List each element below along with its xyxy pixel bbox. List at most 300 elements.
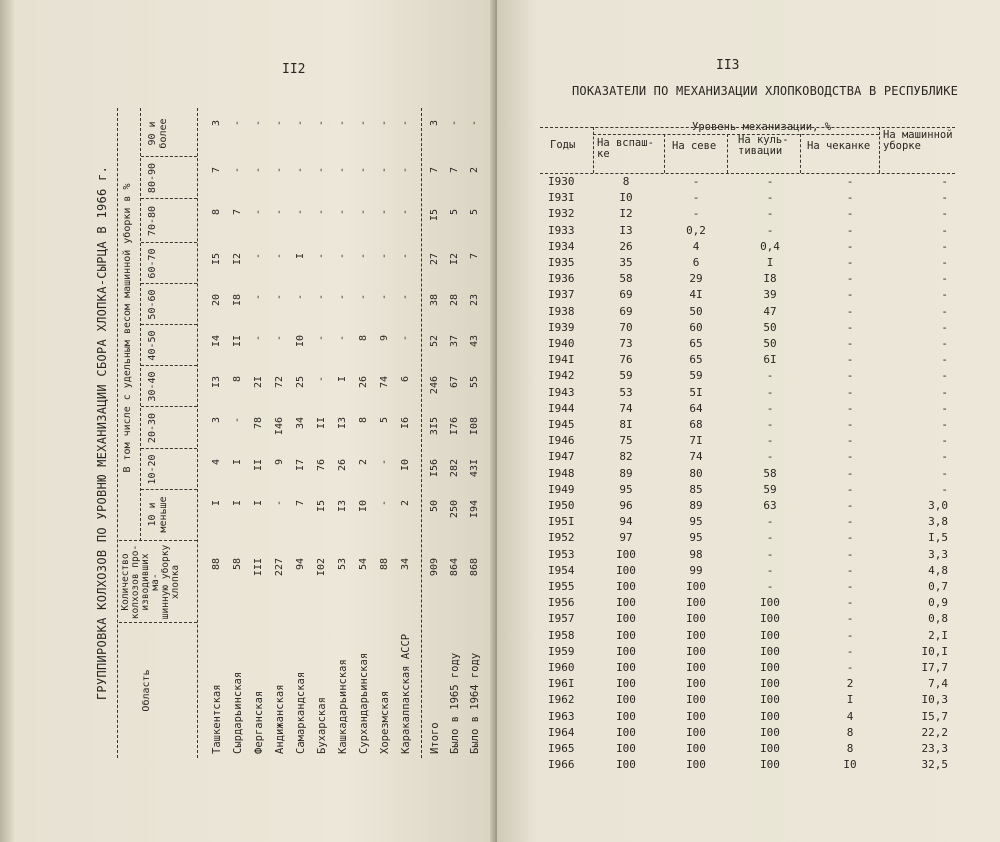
sowing-cell: I00 xyxy=(686,677,706,691)
row-region: Сурхандарьинская xyxy=(358,652,370,754)
row-bin-value: - xyxy=(379,120,390,127)
row-bin-value: I94 xyxy=(469,500,480,519)
row-bin-value: - xyxy=(449,120,460,127)
harvest-cell: - xyxy=(941,256,948,269)
row-bin-value: II xyxy=(232,335,243,348)
harvest-cell: 7,4 xyxy=(928,677,948,691)
plowing-cell: I00 xyxy=(616,644,636,658)
year-cell: I936 xyxy=(548,272,575,286)
cultivation-cell: - xyxy=(766,531,774,545)
row-bin-value: I56 xyxy=(429,459,440,478)
row-bin-value: - xyxy=(253,167,264,174)
row-bin-value: I2 xyxy=(232,253,243,266)
row-count: 88 xyxy=(379,558,390,571)
row-bin-value: - xyxy=(400,294,411,301)
plowing-cell: 82 xyxy=(619,450,633,464)
harvest-cell: - xyxy=(941,466,948,480)
harvest-cell: 2,I xyxy=(928,628,948,642)
topping-cell: - xyxy=(846,450,854,464)
plowing-cell: I00 xyxy=(616,563,636,577)
plowing-cell: I00 xyxy=(616,725,636,739)
plowing-cell: I00 xyxy=(616,661,636,674)
sowing-cell: 6 xyxy=(692,256,700,269)
harvest-cell: 3,3 xyxy=(928,547,948,561)
plowing-cell: 97 xyxy=(619,531,633,545)
year-cell: I93I xyxy=(548,191,575,205)
topping-cell: - xyxy=(846,353,854,367)
cultivation-cell: - xyxy=(766,547,774,561)
plowing-cell: 94 xyxy=(619,515,633,529)
sowing-cell: 4 xyxy=(692,239,700,253)
year-cell: I94I xyxy=(548,353,575,367)
row-bin-value: I5 xyxy=(429,209,440,222)
plowing-cell: I00 xyxy=(616,677,636,691)
topping-cell: 2 xyxy=(846,677,854,691)
row-bin-value: 38 xyxy=(429,294,440,307)
row-bin-value: 7 xyxy=(469,253,480,260)
sowing-cell: I00 xyxy=(686,709,706,723)
cultivation-cell: I8 xyxy=(763,272,777,286)
harvest-cell: - xyxy=(941,272,948,286)
plowing-cell: I00 xyxy=(616,742,636,755)
row-bin-value: I xyxy=(211,500,222,507)
row-count: 864 xyxy=(449,558,460,577)
row-count: 88 xyxy=(211,558,222,571)
cultivation-cell: 58 xyxy=(763,466,777,480)
sowing-cell: 65 xyxy=(689,337,703,350)
cultivation-cell: I00 xyxy=(760,742,780,755)
header-cultivation: На куль- тивации xyxy=(738,134,789,157)
harvest-cell: 0,8 xyxy=(928,612,948,626)
sowing-cell: 60 xyxy=(689,320,703,334)
sowing-cell: 5I xyxy=(689,385,703,399)
row-bin-value: - xyxy=(400,253,411,260)
topping-cell: - xyxy=(846,547,854,561)
row-bin-value: I5 xyxy=(316,500,327,513)
sowing-cell: 98 xyxy=(689,547,703,561)
sowing-cell: 85 xyxy=(689,482,703,496)
sowing-cell: I00 xyxy=(686,758,706,772)
year-cell: I960 xyxy=(548,661,575,674)
row-bin-value: I0 xyxy=(358,500,369,513)
row-bin-value: - xyxy=(232,417,243,424)
row-bin-value: I4 xyxy=(211,335,222,348)
row-bin-value: 43I xyxy=(469,459,480,478)
row-bin-value: II xyxy=(316,417,327,430)
harvest-cell: - xyxy=(941,434,948,448)
row-bin-value: 28 xyxy=(449,294,460,307)
cultivation-cell: I00 xyxy=(760,758,780,772)
year-cell: I95I xyxy=(548,515,575,529)
row-bin-value: - xyxy=(337,209,348,216)
row-region: Хорезмская xyxy=(379,690,391,754)
year-cell: I944 xyxy=(548,401,575,415)
row-bin-value: 23 xyxy=(469,294,480,307)
row-region: Было в 1965 году xyxy=(449,652,461,754)
row-bin-value: - xyxy=(400,167,411,174)
row-bin-value: 2I xyxy=(253,376,264,389)
harvest-cell: - xyxy=(941,401,948,415)
row-bin-value: - xyxy=(358,120,369,127)
harvest-cell: I7,7 xyxy=(921,661,948,674)
row-region: Андижанская xyxy=(274,684,286,754)
cultivation-cell: I00 xyxy=(760,612,780,626)
plowing-cell: 26 xyxy=(619,239,633,253)
cultivation-cell: - xyxy=(766,223,774,237)
harvest-cell: - xyxy=(941,337,948,350)
topping-cell: - xyxy=(846,175,854,188)
header-mechanization: Уровень механизации, % xyxy=(692,121,832,133)
sowing-cell: - xyxy=(692,191,700,205)
row-bin-value: 5 xyxy=(379,417,390,424)
harvest-cell: - xyxy=(941,450,948,464)
header-plowing: На вспаш- ке xyxy=(597,137,654,160)
sowing-cell: - xyxy=(692,175,700,188)
year-cell: I942 xyxy=(548,369,575,383)
row-bin-value: 55 xyxy=(469,376,480,389)
header-bin: 20-30 xyxy=(147,412,158,444)
row-bin-value: - xyxy=(379,167,390,174)
topping-cell: - xyxy=(846,272,854,286)
year-cell: I959 xyxy=(548,644,575,658)
row-bin-value: - xyxy=(274,167,285,174)
row-bin-value: - xyxy=(379,253,390,260)
row-bin-value: - xyxy=(274,500,285,507)
topping-cell: 4 xyxy=(846,709,854,723)
row-bin-value: 282 xyxy=(449,459,460,478)
row-bin-value: 34 xyxy=(295,417,306,430)
harvest-cell: 0,7 xyxy=(928,580,948,593)
row-bin-value: - xyxy=(358,167,369,174)
header-years: Годы xyxy=(550,139,576,151)
row-bin-value: - xyxy=(316,294,327,301)
row-bin-value: - xyxy=(232,120,243,127)
sowing-cell: I00 xyxy=(686,612,706,626)
harvest-cell: - xyxy=(941,207,948,221)
sowing-cell: 95 xyxy=(689,531,703,545)
harvest-cell: 0,9 xyxy=(928,596,948,610)
row-bin-value: - xyxy=(253,253,264,260)
topping-cell: - xyxy=(846,337,854,350)
year-cell: I96I xyxy=(548,677,575,691)
row-bin-value: 8 xyxy=(358,417,369,424)
row-bin-value: I5 xyxy=(211,253,222,266)
cultivation-cell: 50 xyxy=(763,320,777,334)
row-bin-value: 7 xyxy=(295,500,306,507)
topping-cell: - xyxy=(846,482,854,496)
cultivation-cell: - xyxy=(766,385,774,399)
sowing-cell: 59 xyxy=(689,369,703,383)
harvest-cell: I0,I xyxy=(921,644,948,658)
header-count: Количество колхозов про- изводивших ма- шинную уборку хлопка xyxy=(120,544,181,620)
row-bin-value: I xyxy=(232,459,243,466)
sowing-cell: I00 xyxy=(686,580,706,593)
year-cell: I939 xyxy=(548,320,575,334)
cultivation-cell: I00 xyxy=(760,661,780,674)
row-bin-value: 2 xyxy=(400,500,411,507)
topping-cell: - xyxy=(846,191,854,205)
row-bin-value: - xyxy=(400,209,411,216)
row-bin-value: I2 xyxy=(449,253,460,266)
row-count: I02 xyxy=(316,558,327,577)
plowing-cell: 8 xyxy=(622,175,630,188)
row-bin-value: - xyxy=(316,335,327,342)
harvest-cell: 23,3 xyxy=(921,742,948,755)
row-bin-value: - xyxy=(253,335,264,342)
row-region: Итого xyxy=(429,722,441,754)
plowing-cell: 35 xyxy=(619,256,633,269)
harvest-cell: - xyxy=(941,320,948,334)
row-bin-value: I0 xyxy=(400,459,411,472)
plowing-cell: 95 xyxy=(619,482,633,496)
row-bin-value: - xyxy=(316,167,327,174)
row-region: Самаркандская xyxy=(295,671,307,754)
plowing-cell: 73 xyxy=(619,337,633,350)
plowing-cell: 58 xyxy=(619,272,633,286)
right-page-number: II3 xyxy=(716,58,740,73)
row-bin-value: 3 xyxy=(429,120,440,127)
row-bin-value: - xyxy=(274,294,285,301)
year-cell: I957 xyxy=(548,612,575,626)
row-bin-value: - xyxy=(232,167,243,174)
year-cell: I950 xyxy=(548,499,575,512)
cultivation-cell: - xyxy=(766,563,774,577)
row-bin-value: 26 xyxy=(358,376,369,389)
year-cell: I945 xyxy=(548,418,575,431)
harvest-cell: - xyxy=(941,353,948,367)
row-count: 868 xyxy=(469,558,480,577)
year-cell: I955 xyxy=(548,580,575,593)
harvest-cell: I0,3 xyxy=(921,693,948,707)
sowing-cell: I00 xyxy=(686,596,706,610)
row-bin-value: 76 xyxy=(316,459,327,472)
sowing-cell: 95 xyxy=(689,515,703,529)
row-bin-value: 3 xyxy=(211,417,222,424)
topping-cell: - xyxy=(846,401,854,415)
plowing-cell: I00 xyxy=(616,758,636,772)
topping-cell: 8 xyxy=(846,725,854,739)
cultivation-cell: - xyxy=(766,369,774,383)
row-bin-value: 25 xyxy=(295,376,306,389)
row-count: III xyxy=(253,558,264,577)
harvest-cell: I5,7 xyxy=(921,709,948,723)
year-cell: I934 xyxy=(548,239,575,253)
book-edge xyxy=(0,0,14,842)
cultivation-cell: I00 xyxy=(760,693,780,707)
plowing-cell: 96 xyxy=(619,499,633,512)
topping-cell: - xyxy=(846,418,854,431)
plowing-cell: 69 xyxy=(619,304,633,318)
year-cell: I930 xyxy=(548,175,575,188)
plowing-cell: I3 xyxy=(619,223,633,237)
sowing-cell: I00 xyxy=(686,725,706,739)
row-region: Было в 1964 году xyxy=(469,652,481,754)
harvest-cell: - xyxy=(941,482,948,496)
row-bin-value: - xyxy=(400,335,411,342)
topping-cell: 8 xyxy=(846,742,854,755)
year-cell: I965 xyxy=(548,742,575,755)
sowing-cell: 7I xyxy=(689,434,703,448)
row-bin-value: - xyxy=(274,253,285,260)
row-bin-value: - xyxy=(274,209,285,216)
sowing-cell: 64 xyxy=(689,401,703,415)
cultivation-cell: I00 xyxy=(760,725,780,739)
plowing-cell: 70 xyxy=(619,320,633,334)
header-group: В том числе с удельным весом машинной уборки в % xyxy=(122,183,133,473)
topping-cell: - xyxy=(846,661,854,674)
row-bin-value: 9 xyxy=(379,335,390,342)
sowing-cell: 50 xyxy=(689,304,703,318)
row-bin-value: 2 xyxy=(469,167,480,174)
harvest-cell: - xyxy=(941,288,948,302)
row-bin-value: - xyxy=(337,294,348,301)
cultivation-cell: I00 xyxy=(760,677,780,691)
sowing-cell: 29 xyxy=(689,272,703,286)
row-bin-value: I xyxy=(295,253,306,260)
topping-cell: - xyxy=(846,320,854,334)
row-bin-value: 3 xyxy=(211,120,222,127)
year-cell: I962 xyxy=(548,693,575,707)
row-bin-value: I76 xyxy=(449,417,460,436)
sowing-cell: - xyxy=(692,207,700,221)
year-cell: I938 xyxy=(548,304,575,318)
header-region: Область xyxy=(141,669,152,712)
row-bin-value: - xyxy=(400,120,411,127)
left-page xyxy=(0,0,497,842)
plowing-cell: 76 xyxy=(619,353,633,367)
topping-cell: - xyxy=(846,580,854,593)
year-cell: I958 xyxy=(548,628,575,642)
row-bin-value: - xyxy=(469,120,480,127)
row-bin-value: II xyxy=(253,459,264,472)
row-bin-value: - xyxy=(358,253,369,260)
row-bin-value: 43 xyxy=(469,335,480,348)
plowing-cell: I00 xyxy=(616,693,636,707)
row-region: Ташкентская xyxy=(211,684,223,754)
row-bin-value: - xyxy=(337,335,348,342)
row-count: 53 xyxy=(337,558,348,571)
row-bin-value: - xyxy=(316,209,327,216)
row-bin-value: 7 xyxy=(232,209,243,216)
cultivation-cell: - xyxy=(766,175,774,188)
plowing-cell: I00 xyxy=(616,612,636,626)
topping-cell: - xyxy=(846,434,854,448)
harvest-cell: 4,8 xyxy=(928,563,948,577)
row-bin-value: - xyxy=(316,376,327,383)
row-bin-value: - xyxy=(337,253,348,260)
cultivation-cell: - xyxy=(766,418,774,431)
row-region: Сырдарьинская xyxy=(232,671,244,754)
year-cell: I964 xyxy=(548,725,575,739)
row-bin-value: - xyxy=(295,209,306,216)
plowing-cell: I00 xyxy=(616,596,636,610)
topping-cell: - xyxy=(846,369,854,383)
sowing-cell: 65 xyxy=(689,353,703,367)
row-bin-value: - xyxy=(253,294,264,301)
row-bin-value: 4 xyxy=(211,459,222,466)
harvest-cell: - xyxy=(941,175,948,188)
topping-cell: - xyxy=(846,239,854,253)
topping-cell: - xyxy=(846,596,854,610)
topping-cell: - xyxy=(846,628,854,642)
topping-cell: - xyxy=(846,531,854,545)
row-bin-value: 27 xyxy=(429,253,440,266)
row-region: Кашкадарьинская xyxy=(337,659,349,754)
topping-cell: - xyxy=(846,466,854,480)
row-count: 94 xyxy=(295,558,306,571)
row-bin-value: - xyxy=(295,294,306,301)
topping-cell: I0 xyxy=(843,758,857,772)
row-bin-value: I3 xyxy=(337,417,348,430)
header-bin: 10 и меньше xyxy=(147,496,169,533)
row-bin-value: - xyxy=(337,167,348,174)
plowing-cell: 75 xyxy=(619,434,633,448)
year-cell: I946 xyxy=(548,434,575,448)
sowing-cell: I00 xyxy=(686,628,706,642)
row-bin-value: - xyxy=(274,335,285,342)
row-bin-value: 6 xyxy=(400,376,411,383)
header-bin: 50-60 xyxy=(147,289,158,320)
header-sowing: На севе xyxy=(672,140,717,152)
plowing-cell: I2 xyxy=(619,207,633,221)
harvest-cell: - xyxy=(941,418,948,431)
plowing-cell: 89 xyxy=(619,466,633,480)
row-bin-value: - xyxy=(358,209,369,216)
row-bin-value: - xyxy=(274,120,285,127)
sowing-cell: I00 xyxy=(686,661,706,674)
year-cell: I948 xyxy=(548,466,575,480)
row-bin-value: 8 xyxy=(232,376,243,383)
row-bin-value: 7 xyxy=(211,167,222,174)
left-table-title: ГРУППИРОВКА КОЛХОЗОВ ПО УРОВНЮ МЕХАНИЗАЦИИ СБОРА ХЛОПКА-СЫРЦА В 1966 г. xyxy=(95,165,109,701)
year-cell: I933 xyxy=(548,223,575,237)
harvest-cell: 32,5 xyxy=(921,758,948,772)
row-bin-value: I46 xyxy=(274,417,285,436)
row-count: 54 xyxy=(358,558,369,571)
row-bin-value: I7 xyxy=(295,459,306,472)
cultivation-cell: I xyxy=(766,256,774,269)
sowing-cell: 99 xyxy=(689,563,703,577)
cultivation-cell: - xyxy=(766,450,774,464)
header-topping: На чеканке xyxy=(807,140,871,152)
cultivation-cell: 50 xyxy=(763,337,777,350)
plowing-cell: 53 xyxy=(619,385,633,399)
header-bin: 10-20 xyxy=(147,454,158,485)
row-bin-value: 3I5 xyxy=(429,417,440,436)
harvest-cell: 22,2 xyxy=(921,725,948,739)
row-bin-value: - xyxy=(295,120,306,127)
plowing-cell: I00 xyxy=(616,628,636,642)
row-bin-value: I xyxy=(232,500,243,507)
topping-cell: - xyxy=(846,207,854,221)
sowing-cell: I00 xyxy=(686,693,706,707)
cultivation-cell: - xyxy=(766,580,774,593)
sowing-cell: 89 xyxy=(689,499,703,512)
year-cell: I935 xyxy=(548,256,575,269)
left-page-number: II2 xyxy=(282,62,306,77)
cultivation-cell: 0,4 xyxy=(760,239,780,253)
year-cell: I940 xyxy=(548,337,575,350)
plowing-cell: I00 xyxy=(616,547,636,561)
year-cell: I949 xyxy=(548,482,575,496)
topping-cell: - xyxy=(846,288,854,302)
grouping-table xyxy=(95,108,490,758)
cultivation-cell: 47 xyxy=(763,304,777,318)
topping-cell: - xyxy=(846,515,854,529)
row-bin-value: I0 xyxy=(295,335,306,348)
topping-cell: I xyxy=(846,693,854,707)
cultivation-cell: - xyxy=(766,207,774,221)
